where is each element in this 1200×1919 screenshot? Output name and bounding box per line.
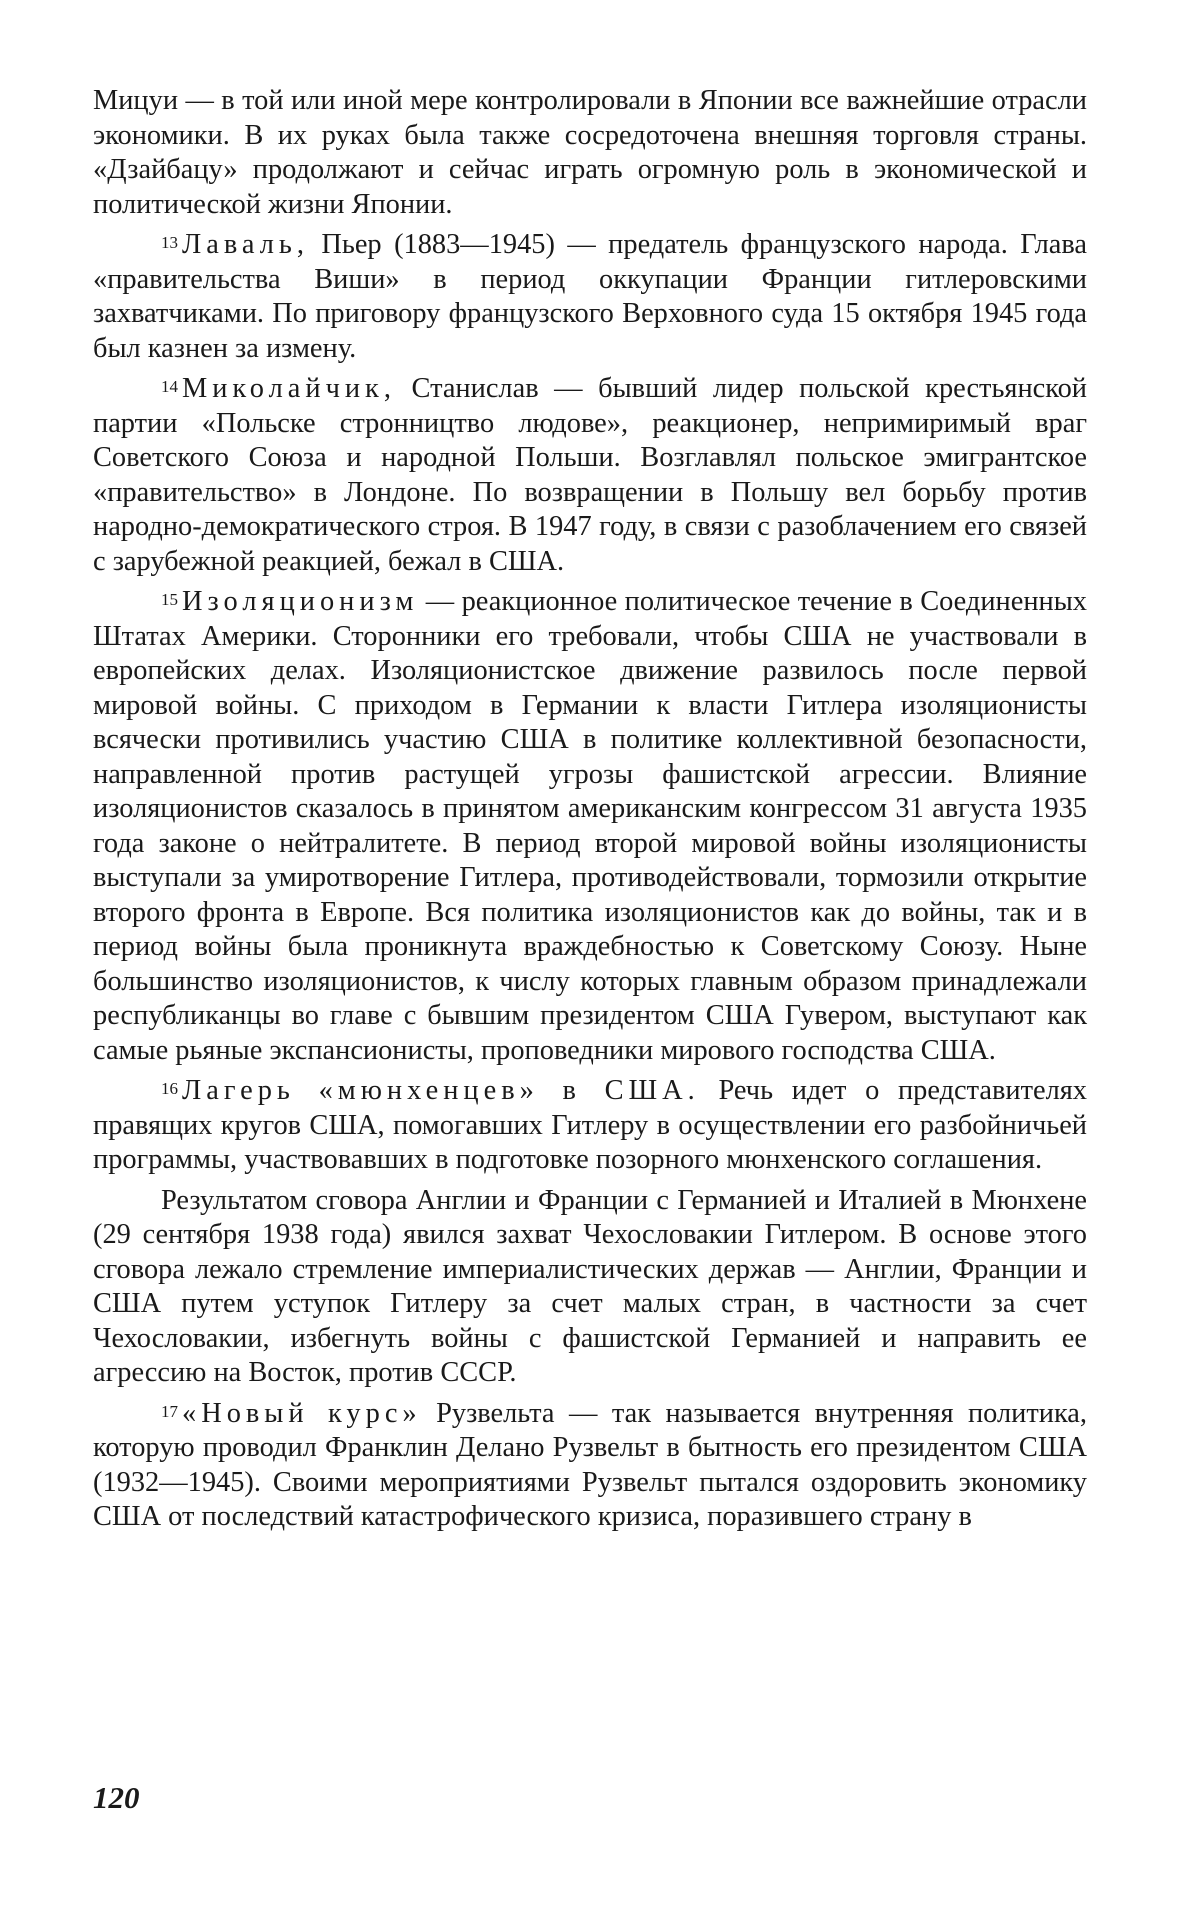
page-number: 120 xyxy=(93,1780,140,1815)
note-13 xyxy=(93,228,1087,366)
footnote-number: 16 xyxy=(161,1079,178,1098)
note-16 xyxy=(93,1074,1087,1178)
note-heading: Лагерь «мюнхенцев» в США. xyxy=(182,1075,700,1106)
footnote-number: 14 xyxy=(161,377,178,396)
note-text: — реакционное политическое течение в Соединенных Штатах Америки. Сторонники его требовали, чтобы США не участвовали в европейских делах. Изоляционистское движение развилось после первой мировой войны. С приходом в Германии к власти Гитлера изоляционисты всячески противились участию США в политике коллективной безопасности, направленной против растущей угрозы фашистской агрессии. Влияние изоляционистов сказалось в принятом американским конгрессом 31 августа 1935 года законе о нейтралитете. В период второй мировой войны изоляционисты выступали за умиротворение Гитлера, противодействовали, тормозили открытие второго фронта в Европе. Вся политика изоляционистов как до войны, так и в период войны была проникнута враждебностью к Советскому Союзу. Ныне большинство изоляционистов, к числу которых главным образом принадлежали республиканцы во главе с бывшим президентом США Гувером, выступают как самые рьяные экспансионисты, проповедники мирового господства США. xyxy=(93,586,1087,1066)
paragraph-text: Результатом сговора Англии и Франции с Германией и Италией в Мюнхене (29 сентября 1938 года) явился захват Чехословакии Гитлером. В основе этого сговора лежало стремление империалистических держав — Англии, Франции и США путем уступок Гитлеру за счет малых стран, в частности за счет Чехословакии, избегнуть войны с фашистской Германией и направить ее агрессию на Восток, против СССР. xyxy=(93,1184,1087,1388)
paragraph-text: Мицуи — в той или иной мере контролировали в Японии все важнейшие отрасли экономики. В их руках была также сосредоточена внешняя торговля страны. «Дзайбацу» продолжают и сейчас играть огромную роль в экономической и политической жизни Японии. xyxy=(93,85,1087,220)
page-text xyxy=(93,84,1087,1535)
footnote-number: 17 xyxy=(161,1401,178,1421)
note-heading: Лаваль, xyxy=(182,229,309,260)
note-heading: Изоляционизм xyxy=(182,586,419,617)
note-17 xyxy=(93,1397,1087,1535)
note-text: Пьер (1883—1945) — предатель французского народа. Глава «правительства Виши» в период оккупации Франции гитлеровскими захватчиками. По приговору французского Верховного суда 15 октября 1945 года был казнен за измену. xyxy=(93,229,1087,364)
footnote-number: 15 xyxy=(161,590,178,609)
note-14 xyxy=(93,372,1087,579)
paragraph xyxy=(93,84,1087,222)
note-heading: Миколайчик, xyxy=(182,373,396,404)
note-text: Речь идет о представителях правящих кругов США, помогавших Гитлеру в осуществлении его разбойничьей программы, участвовавших в подготовке позорного мюнхенского соглашения. xyxy=(93,1075,1088,1175)
note-15 xyxy=(93,585,1087,1068)
note-text: Рузвельта — так называется внутренняя политика, которую проводил Франклин Делано Рузвельт в бытность его президентом США (1932—1945). Своими мероприятиями Рузвельт пытался оздоровить экономику США от последствий катастрофического кризиса, поразившего страну в xyxy=(93,1397,1088,1532)
footnote-number: 13 xyxy=(161,233,178,252)
note-text: Станислав — бывший лидер польской крестьянской партии «Польске стронництво людове», реакционер, непримиримый враг Советского Союза и народной Польши. Возглавлял польское эмигрантское «правительство» в Лондоне. По возвращении в Польшу вел борьбу против народно-демократического строя. В 1947 году, в связи с разоблачением его связей с зарубежной реакцией, бежал в США. xyxy=(93,373,1087,577)
paragraph xyxy=(93,1184,1087,1391)
note-heading: «Новый курс» xyxy=(182,1397,422,1429)
